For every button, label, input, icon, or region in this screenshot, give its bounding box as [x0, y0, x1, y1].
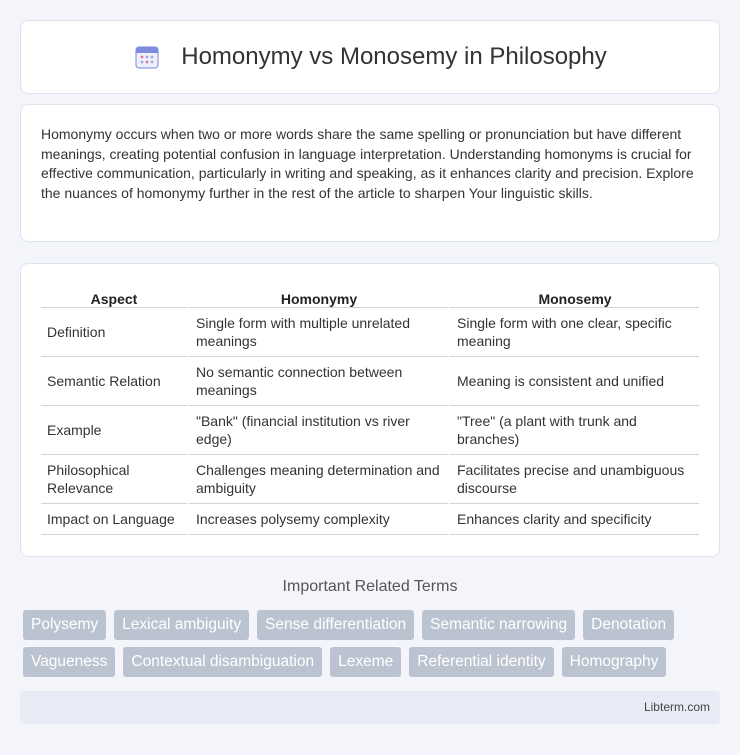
term-tag[interactable]: Sense differentiation: [257, 610, 414, 640]
table-row: [41, 455, 699, 504]
term-tag[interactable]: Polysemy: [23, 610, 106, 640]
table-cell: Meaning is consistent and unified: [448, 357, 699, 406]
table-cell: Impact on Language: [41, 504, 187, 535]
table-cell: Definition: [41, 308, 187, 357]
page-title: Homonymy vs Monosemy in Philosophy: [181, 43, 607, 70]
related-terms-title: Important Related Terms: [282, 578, 458, 595]
table-row: [41, 308, 699, 357]
term-tag[interactable]: Semantic narrowing: [422, 610, 575, 640]
table-cell: Semantic Relation: [41, 357, 187, 406]
table-cell: No semantic connection between meanings: [187, 357, 448, 406]
table-cell: "Tree" (a plant with trunk and branches): [448, 406, 699, 455]
term-tag[interactable]: Contextual disambiguation: [123, 647, 322, 677]
table-row: [41, 406, 699, 455]
table-row: [41, 504, 699, 535]
term-tag[interactable]: Lexical ambiguity: [114, 610, 249, 640]
table-cell: Enhances clarity and specificity: [448, 504, 699, 535]
calendar-icon: [133, 43, 161, 71]
term-tag[interactable]: Referential identity: [409, 647, 553, 677]
table-cell: Challenges meaning determination and ambiguity: [187, 455, 448, 504]
term-tag[interactable]: Homography: [562, 647, 667, 677]
table-cell: Facilitates precise and unambiguous discourse: [448, 455, 699, 504]
table-cell: Increases polysemy complexity: [187, 504, 448, 535]
table-cell: "Bank" (financial institution vs river edge): [187, 406, 448, 455]
table-row: [41, 357, 699, 406]
term-tag[interactable]: Denotation: [583, 610, 674, 640]
table-header-row: [41, 282, 699, 308]
footer-site-link[interactable]: Libterm.com: [643, 700, 710, 714]
column-header-homonymy: Homonymy: [187, 282, 448, 308]
comparison-table: [41, 282, 699, 535]
footer: [20, 691, 720, 724]
comparison-table-card: [20, 263, 720, 557]
table-cell: Philosophical Relevance: [41, 455, 187, 504]
table-cell: Single form with one clear, specific meaning: [448, 308, 699, 357]
table-cell: Example: [41, 406, 187, 455]
column-header-aspect: Aspect: [41, 282, 187, 308]
term-tag[interactable]: Lexeme: [330, 647, 401, 677]
header-card: [20, 20, 720, 94]
intro-paragraph: Homonymy occurs when two or more words share the same spelling or pronunciation but have different meanings, creating potential confusion in language interpretation. Understanding homonyms is crucial for effective communication, particularly in writing and speaking, as it enhances clarity and precision. Explore the nuances of homonymy further in the rest of the article to sharpen Your linguistic skills.: [41, 126, 694, 201]
term-tag[interactable]: Vagueness: [23, 647, 115, 677]
column-header-monosemy: Monosemy: [448, 282, 699, 308]
intro-card: [20, 104, 720, 242]
related-terms-list: [23, 610, 723, 677]
table-cell: Single form with multiple unrelated meanings: [187, 308, 448, 357]
